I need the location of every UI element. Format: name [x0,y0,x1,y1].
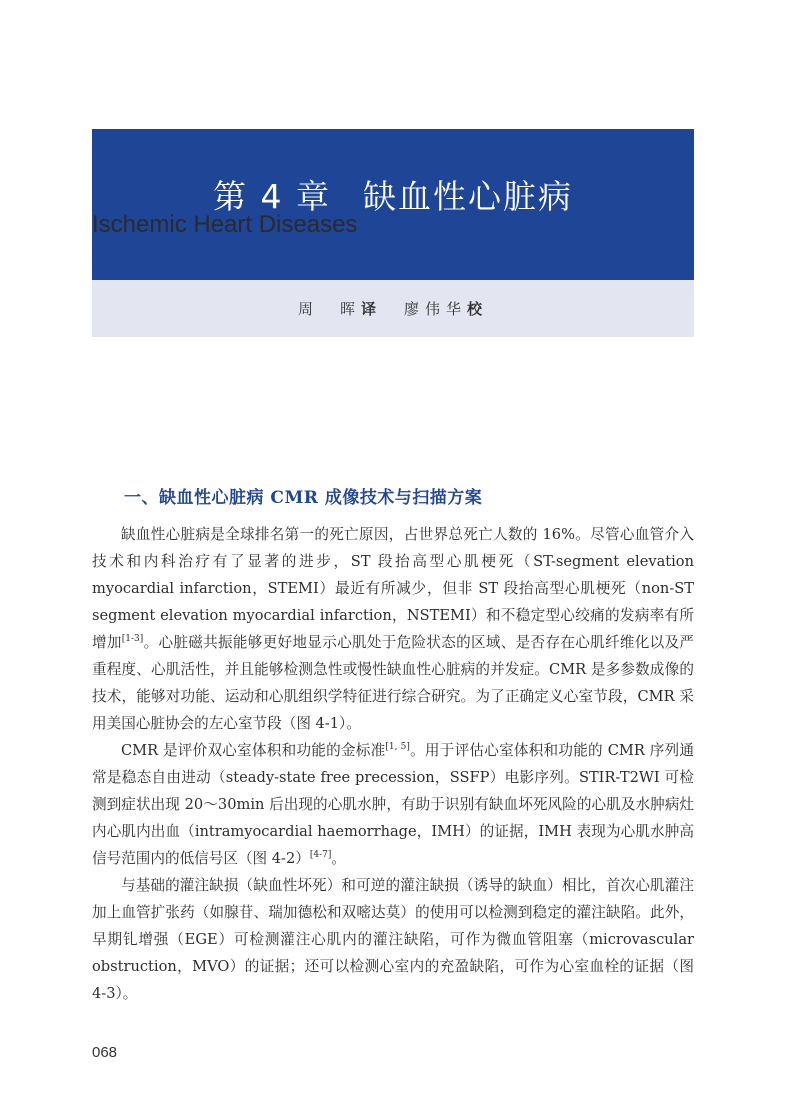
translator-name: 周 晖 [297,300,361,318]
paragraph-1-text-a: 缺血性心脏病是全球排名第一的死亡原因，占世界总死亡人数的 16%。尽管心血管介入技术和内科治疗有了显著的进步，ST 段抬高型心肌梗死（ST-segment elevation myocardial infarction，STEMI）最近有所减少，但非 ST 段抬高型心肌梗死（non-ST segment elevation myocardial infarction，NSTEMI）和不稳定型心绞痛的发病率有所增加 [92,526,694,651]
credit-bar [92,280,694,337]
citation-1-5: [1, 5] [385,742,410,752]
paragraph-2-text-b: 。用于评估心室体积和功能的 CMR 序列通常是稳态自由进动（steady-state free precession，SSFP）电影序列。STIR-T2WI 可检测到症状出现 20～30min 后出现的心肌水肿，有助于识别有缺血坏死风险的心肌及水肿病灶内心肌内出血（intramyocardial haemorrhage，IMH）的证据，IMH 表现为心肌水肿高信号范围内的低信号区（图 4-2） [92,742,694,867]
reviewer-name: 廖伟华 [404,300,468,318]
chapter-title-en: Ischemic Heart Diseases [92,211,358,238]
paragraph-1-text-b: 。心脏磁共振能够更好地显示心肌处于危险状态的区域、是否存在心肌纤维化以及严重程度、心肌活性，并且能够检测急性或慢性缺血性心脏病的并发症。CMR 是多参数成像的技术，能够对功能、运动和心肌组织学特征进行综合研究。为了正确定义心室节段，CMR 采用美国心脏协会的左心室节段（图 4-1）。 [92,634,694,732]
chapter-banner [92,129,694,280]
paragraph-2-text-a: CMR 是评价双心室体积和功能的金标准 [121,742,386,759]
chapter-number: 第 4 章 [213,177,331,216]
page-number: 068 [92,1044,118,1061]
citation-1-3: [1-3] [121,634,144,644]
chapter-title-cn: 缺血性心脏病 [362,177,573,216]
paragraph-2-text-c: 。 [331,850,346,867]
citation-4-7: [4-7] [309,850,332,860]
paragraph-1 [92,521,694,737]
body-text [92,521,694,1007]
paragraph-3: 与基础的灌注缺损（缺血性坏死）和可逆的灌注缺损（诱导的缺血）相比，首次心肌灌注加上血管扩张药（如腺苷、瑞加德松和双嘧达莫）的使用可以检测到稳定的灌注缺陷。此外，早期钆增强（EGE）可检测灌注心肌内的灌注缺陷，可作为微血管阻塞（microvascular obstruction，MVO）的证据；还可以检测心室内的充盈缺陷，可作为心室血栓的证据（图 4-3）。 [92,877,694,1002]
section-heading: 一、缺血性心脏病 CMR 成像技术与扫描方案 [124,488,483,508]
translator-role: 译 [360,300,382,318]
paragraph-2 [92,737,694,872]
reviewer-role: 校 [467,300,489,318]
